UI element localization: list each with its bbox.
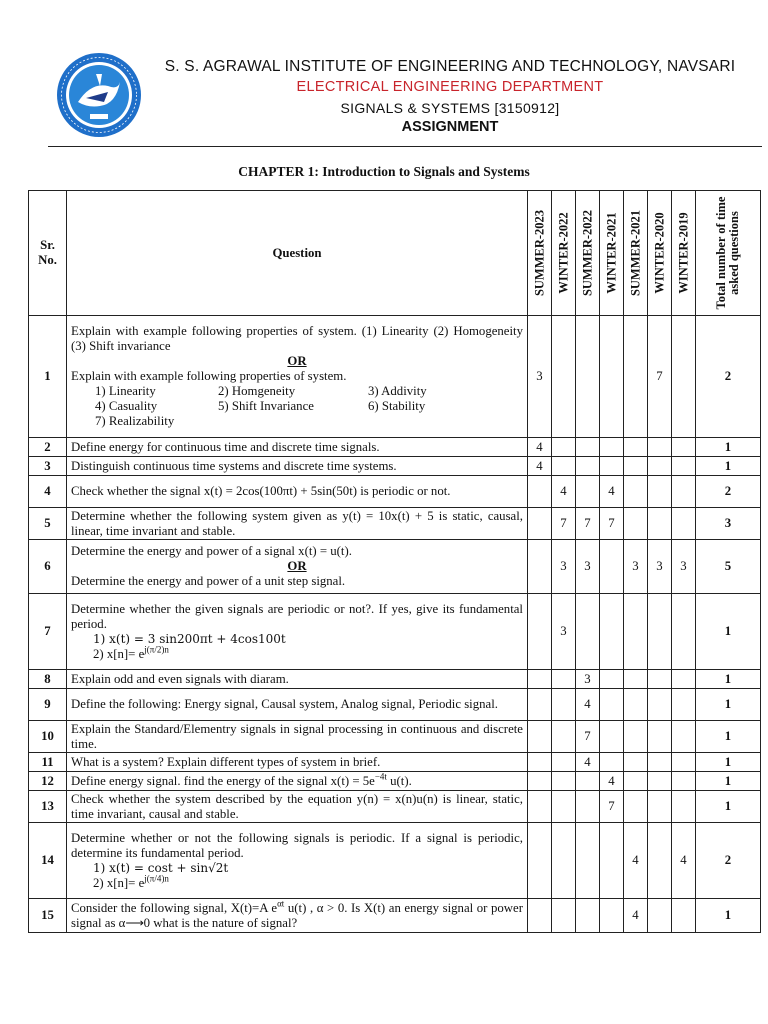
marks-cell bbox=[648, 438, 672, 457]
marks-cell bbox=[600, 316, 624, 438]
marks-cell bbox=[600, 457, 624, 476]
marks-cell: 4 bbox=[528, 457, 552, 476]
table-row bbox=[29, 508, 761, 540]
table-row bbox=[29, 689, 761, 721]
question-cell: Determine whether the following system given as y(t) = 10x(t) + 5 is static, causal, linear, time invariant and stable. bbox=[67, 508, 528, 540]
marks-cell bbox=[600, 594, 624, 670]
marks-cell bbox=[552, 791, 576, 823]
list-item: 4) Casuality bbox=[95, 399, 158, 413]
marks-cell bbox=[576, 594, 600, 670]
question-text: Explain with example following properties of system. bbox=[71, 369, 347, 383]
marks-cell bbox=[624, 594, 648, 670]
marks-cell bbox=[600, 721, 624, 753]
row-number: 1 bbox=[29, 316, 67, 438]
total-cell: 1 bbox=[696, 689, 761, 721]
question-header: Question bbox=[67, 191, 528, 316]
total-cell: 1 bbox=[696, 721, 761, 753]
marks-cell: 4 bbox=[576, 753, 600, 772]
institute-emblem-icon bbox=[56, 52, 142, 138]
table-row bbox=[29, 823, 761, 899]
marks-cell: 3 bbox=[672, 540, 696, 594]
marks-cell: 7 bbox=[648, 316, 672, 438]
marks-cell bbox=[600, 899, 624, 933]
marks-cell bbox=[552, 772, 576, 791]
property-list bbox=[71, 384, 523, 399]
row-number: 14 bbox=[29, 823, 67, 899]
table-header-row bbox=[29, 191, 761, 316]
marks-cell bbox=[576, 476, 600, 508]
marks-cell: 7 bbox=[576, 508, 600, 540]
marks-cell: 4 bbox=[600, 772, 624, 791]
marks-cell bbox=[648, 721, 672, 753]
list-item: 5) Shift Invariance bbox=[218, 399, 314, 413]
question-cell: Check whether the system described by the equation y(n) = x(n)u(n) is linear, static, time invariant, causal and stable. bbox=[67, 791, 528, 823]
table-row bbox=[29, 594, 761, 670]
marks-cell: 3 bbox=[648, 540, 672, 594]
marks-cell bbox=[552, 689, 576, 721]
row-number: 6 bbox=[29, 540, 67, 594]
total-cell: 2 bbox=[696, 823, 761, 899]
question-cell: Distinguish continuous time systems and discrete time systems. bbox=[67, 457, 528, 476]
marks-cell bbox=[552, 753, 576, 772]
exponent: j(π/4)n bbox=[144, 873, 169, 884]
marks-cell bbox=[552, 670, 576, 689]
marks-cell: 4 bbox=[600, 476, 624, 508]
marks-cell bbox=[672, 508, 696, 540]
marks-cell: 3 bbox=[624, 540, 648, 594]
exam-header: WINTER-2019 bbox=[672, 191, 696, 316]
question-cell: Explain the Standard/Elementry signals in signal processing in continuous and discrete time. bbox=[67, 721, 528, 753]
table-row bbox=[29, 899, 761, 933]
marks-cell bbox=[576, 791, 600, 823]
list-item: 1) Linearity bbox=[95, 384, 156, 398]
list-item: 2) $x[n]= e^{j(\pi/2)n}$ bbox=[93, 644, 169, 661]
marks-cell bbox=[648, 508, 672, 540]
row-number: 11 bbox=[29, 753, 67, 772]
marks-cell bbox=[552, 457, 576, 476]
marks-cell bbox=[648, 899, 672, 933]
row-number: 5 bbox=[29, 508, 67, 540]
row-number: 13 bbox=[29, 791, 67, 823]
question-cell bbox=[67, 540, 528, 594]
total-cell: 3 bbox=[696, 508, 761, 540]
marks-cell bbox=[600, 670, 624, 689]
marks-cell bbox=[624, 721, 648, 753]
total-cell: 1 bbox=[696, 791, 761, 823]
exam-header: WINTER-2021 bbox=[600, 191, 624, 316]
marks-cell: 3 bbox=[552, 594, 576, 670]
marks-cell bbox=[624, 689, 648, 721]
marks-cell bbox=[528, 823, 552, 899]
marks-cell bbox=[528, 772, 552, 791]
total-cell: 1 bbox=[696, 772, 761, 791]
table-row bbox=[29, 476, 761, 508]
table-row bbox=[29, 772, 761, 791]
marks-cell bbox=[648, 457, 672, 476]
row-number: 8 bbox=[29, 670, 67, 689]
marks-cell bbox=[672, 476, 696, 508]
marks-cell bbox=[648, 823, 672, 899]
marks-cell: 4 bbox=[624, 823, 648, 899]
marks-cell: 3 bbox=[528, 316, 552, 438]
marks-cell bbox=[672, 316, 696, 438]
marks-cell bbox=[672, 438, 696, 457]
row-number: 3 bbox=[29, 457, 67, 476]
marks-cell bbox=[600, 438, 624, 457]
marks-cell bbox=[624, 791, 648, 823]
marks-cell bbox=[672, 721, 696, 753]
marks-cell bbox=[576, 316, 600, 438]
marks-cell: 3 bbox=[576, 670, 600, 689]
marks-cell: 4 bbox=[552, 476, 576, 508]
row-number: 12 bbox=[29, 772, 67, 791]
list-item: 7) Realizability bbox=[95, 414, 175, 428]
exponent: αt bbox=[277, 898, 285, 909]
sr-no-header: Sr. No. bbox=[29, 191, 67, 316]
marks-cell bbox=[576, 823, 600, 899]
marks-cell bbox=[624, 670, 648, 689]
chapter-title: CHAPTER 1: Introduction to Signals and Systems bbox=[238, 164, 530, 179]
row-number: 4 bbox=[29, 476, 67, 508]
marks-cell bbox=[648, 689, 672, 721]
question-text: Explain with example following properties of system. (1) Linearity (2) Homogeneity (3) Shift invariance bbox=[71, 324, 523, 353]
question-text: Determine the energy and power of a unit step signal. bbox=[71, 574, 346, 588]
marks-cell bbox=[576, 457, 600, 476]
marks-cell bbox=[624, 476, 648, 508]
marks-cell bbox=[528, 540, 552, 594]
question-cell: Define energy signal. find the energy of the signal $x(t) = 5e^{-4t}$ u(t). bbox=[67, 772, 528, 791]
marks-cell bbox=[576, 772, 600, 791]
marks-cell bbox=[648, 476, 672, 508]
or-label: OR bbox=[287, 354, 307, 368]
marks-cell bbox=[672, 899, 696, 933]
question-cell: Define the following: Energy signal, Causal system, Analog signal, Periodic signal. bbox=[67, 689, 528, 721]
marks-cell bbox=[648, 791, 672, 823]
table-row bbox=[29, 721, 761, 753]
list-item: 1) x(t) = cost + sin√2t bbox=[93, 860, 229, 875]
total-cell: 1 bbox=[696, 899, 761, 933]
total-cell: 1 bbox=[696, 438, 761, 457]
marks-cell bbox=[552, 899, 576, 933]
total-cell: 2 bbox=[696, 476, 761, 508]
question-cell: Consider the following signal, X(t)=A $e^{\alpha t}$ u(t) , α > 0. Is X(t) an energy signal or power signal as α⟶0 what is the nature of signal? bbox=[67, 899, 528, 933]
marks-cell bbox=[600, 540, 624, 594]
marks-cell bbox=[600, 823, 624, 899]
question-cell: Check whether the signal x(t) = 2cos(100πt) + 5sin(50t) is periodic or not. bbox=[67, 476, 528, 508]
institute-name: S. S. AGRAWAL INSTITUTE OF ENGINEERING AND TECHNOLOGY, NAVSARI bbox=[164, 58, 736, 75]
marks-cell bbox=[552, 316, 576, 438]
question-cell: What is a system? Explain different types of system in brief. bbox=[67, 753, 528, 772]
question-text: Determine whether the given signals are periodic or not?. If yes, give its fundamental period. bbox=[71, 601, 523, 631]
marks-cell: 4 bbox=[624, 899, 648, 933]
table-row bbox=[29, 540, 761, 594]
marks-cell bbox=[552, 438, 576, 457]
marks-cell bbox=[600, 689, 624, 721]
question-table bbox=[28, 190, 761, 933]
question-text: Determine whether or not the following signals is periodic. If a signal is periodic, determine its fundamental period. bbox=[71, 830, 523, 860]
marks-cell bbox=[648, 772, 672, 791]
total-cell: 5 bbox=[696, 540, 761, 594]
marks-cell bbox=[672, 457, 696, 476]
total-cell: 1 bbox=[696, 457, 761, 476]
marks-cell bbox=[624, 316, 648, 438]
list-item: 2) $x[n]= e^{j(\pi/4)n}$ bbox=[93, 873, 169, 890]
question-cell: Explain odd and even signals with diaram. bbox=[67, 670, 528, 689]
marks-cell bbox=[576, 438, 600, 457]
list-item: 6) Stability bbox=[368, 399, 426, 413]
header-divider bbox=[48, 146, 762, 147]
marks-cell bbox=[528, 476, 552, 508]
marks-cell: 3 bbox=[552, 540, 576, 594]
marks-cell: 3 bbox=[576, 540, 600, 594]
table-row bbox=[29, 791, 761, 823]
subject-title: SIGNALS & SYSTEMS [3150912] bbox=[340, 100, 560, 116]
list-item: 2) Homgeneity bbox=[218, 384, 296, 398]
marks-cell bbox=[672, 791, 696, 823]
marks-cell bbox=[600, 753, 624, 772]
table-row bbox=[29, 457, 761, 476]
marks-cell bbox=[528, 721, 552, 753]
marks-cell: 4 bbox=[528, 438, 552, 457]
marks-cell bbox=[528, 670, 552, 689]
marks-cell bbox=[648, 594, 672, 670]
marks-cell bbox=[672, 772, 696, 791]
document-type: ASSIGNMENT bbox=[401, 119, 499, 135]
marks-cell: 7 bbox=[600, 508, 624, 540]
total-header: Total number of time asked questions bbox=[696, 191, 761, 316]
total-cell: 1 bbox=[696, 670, 761, 689]
exam-header: SUMMER-2021 bbox=[624, 191, 648, 316]
marks-cell bbox=[552, 721, 576, 753]
property-list bbox=[71, 399, 523, 414]
table-row bbox=[29, 670, 761, 689]
marks-cell bbox=[528, 899, 552, 933]
exam-header: SUMMER-2022 bbox=[576, 191, 600, 316]
table-row bbox=[29, 316, 761, 438]
row-number: 2 bbox=[29, 438, 67, 457]
total-cell: 1 bbox=[696, 594, 761, 670]
row-number: 10 bbox=[29, 721, 67, 753]
list-item: 3) Addivity bbox=[368, 384, 427, 398]
marks-cell bbox=[528, 753, 552, 772]
question-cell bbox=[67, 823, 528, 899]
row-number: 9 bbox=[29, 689, 67, 721]
marks-cell bbox=[648, 670, 672, 689]
marks-cell bbox=[624, 508, 648, 540]
list-item: 1) x(t) = 3 sin200πt + 4cos100t bbox=[93, 631, 286, 646]
marks-cell bbox=[624, 457, 648, 476]
question-cell bbox=[67, 594, 528, 670]
row-number: 15 bbox=[29, 899, 67, 933]
marks-cell bbox=[624, 438, 648, 457]
marks-cell: 7 bbox=[552, 508, 576, 540]
property-list bbox=[71, 414, 523, 429]
marks-cell bbox=[528, 791, 552, 823]
marks-cell: 4 bbox=[576, 689, 600, 721]
exam-header: SUMMER-2023 bbox=[528, 191, 552, 316]
marks-cell bbox=[528, 689, 552, 721]
marks-cell bbox=[576, 899, 600, 933]
department-name: ELECTRICAL ENGINEERING DEPARTMENT bbox=[296, 79, 604, 95]
marks-cell bbox=[672, 753, 696, 772]
marks-cell: 4 bbox=[672, 823, 696, 899]
row-number: 7 bbox=[29, 594, 67, 670]
marks-cell bbox=[672, 670, 696, 689]
exponent: j(π/2)n bbox=[144, 644, 169, 655]
exam-header: WINTER-2020 bbox=[648, 191, 672, 316]
question-cell: Define energy for continuous time and discrete time signals. bbox=[67, 438, 528, 457]
marks-cell bbox=[552, 823, 576, 899]
exponent: −4t bbox=[374, 771, 387, 782]
table-row bbox=[29, 753, 761, 772]
marks-cell bbox=[648, 753, 672, 772]
total-cell: 1 bbox=[696, 753, 761, 772]
marks-cell bbox=[528, 594, 552, 670]
marks-cell: 7 bbox=[600, 791, 624, 823]
question-cell bbox=[67, 316, 528, 438]
question-text: Determine the energy and power of a signal x(t) = u(t). bbox=[71, 544, 352, 558]
marks-cell bbox=[624, 753, 648, 772]
marks-cell: 7 bbox=[576, 721, 600, 753]
marks-cell bbox=[624, 772, 648, 791]
total-cell: 2 bbox=[696, 316, 761, 438]
marks-cell bbox=[672, 594, 696, 670]
exam-header: WINTER-2022 bbox=[552, 191, 576, 316]
table-row bbox=[29, 438, 761, 457]
or-label: OR bbox=[287, 559, 307, 573]
marks-cell bbox=[672, 689, 696, 721]
marks-cell bbox=[528, 508, 552, 540]
